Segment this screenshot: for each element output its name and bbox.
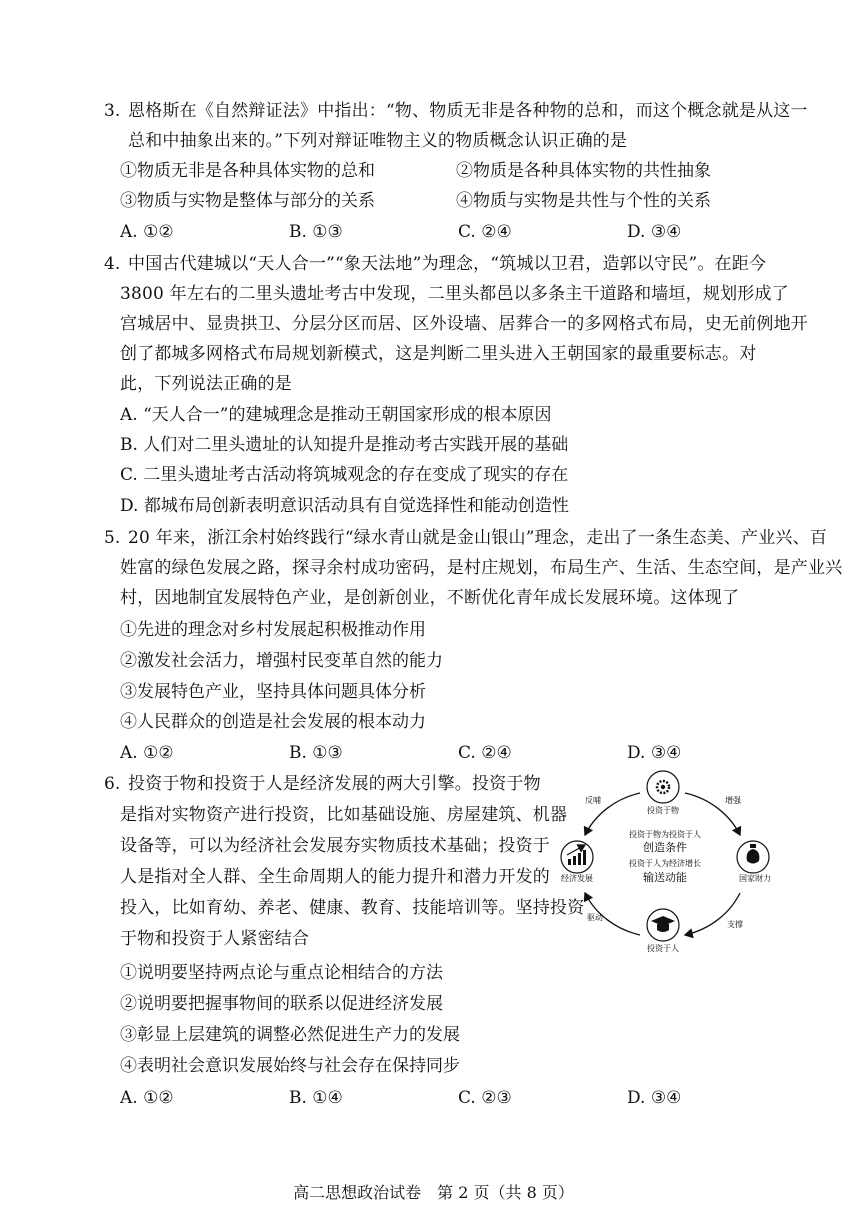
arrow-label: 反哺 — [585, 796, 601, 805]
center-text: 创造条件 — [643, 841, 687, 854]
node-national-finance — [737, 841, 771, 883]
center-text: 输送动能 — [643, 871, 687, 884]
statement: ②物质是各种具体实物的共性抽象 — [456, 161, 711, 181]
answer-option-a: A. ①② — [120, 222, 174, 242]
node-invest-in-things — [647, 771, 679, 815]
question-stem-line: 村，因地制宜发展特色产业，是创新创业，不断优化青年成长发展环境。这体现了 — [120, 588, 740, 608]
answer-option-d: D. ③④ — [627, 743, 682, 763]
answer-option-b: B. 人们对二里头遗址的认知提升是推动考古实践开展的基础 — [120, 435, 569, 455]
question-stem-line: 宫城居中、显贵拱卫、分层分区而居、区外设墙、居葬合一的多网格式布局，史无前例地开 — [120, 314, 808, 334]
question-stem-line: 中国古代建城以“天人合一”“象天法地”为理念，“筑城以卫君，造郭以守民”。在距今 — [128, 254, 767, 274]
question-stem-line: 20 年来，浙江余村始终践行“绿水青山就是金山银山”理念，走出了一条生态美、产业兴、百 — [128, 528, 828, 548]
answer-option-a: A. “天人合一”的建城理念是推动王朝国家形成的根本原因 — [120, 405, 552, 425]
statement: ③发展特色产业，坚持具体问题具体分析 — [120, 682, 426, 702]
question-stem-line: 创了都城多网格式布局规划新模式，这是判断二里头进入王朝国家的最重要标志。对 — [120, 344, 757, 364]
statement: ④表明社会意识发展始终与社会存在保持同步 — [120, 1056, 460, 1076]
answer-option-d: D. 都城布局创新表明意识活动具有自觉选择性和能动创造性 — [120, 496, 569, 516]
question-stem-line: 姓富的绿色发展之路，探寻余村成功密码，是村庄规划，布局生产、生活、生态空间，是产业兴 — [120, 558, 843, 578]
answer-option-d: D. ③④ — [627, 222, 682, 242]
answer-option-c: C. ②④ — [458, 222, 512, 242]
statement: ②激发社会活力，增强村民变革自然的能力 — [120, 651, 443, 671]
page-footer: 高二思想政治试卷 第 2 页（共 8 页） — [293, 1183, 574, 1202]
question-number: 6. — [104, 774, 121, 794]
statement: ④人民群众的创造是社会发展的根本动力 — [120, 712, 426, 732]
answer-option-c: C. 二里头遗址考古活动将筑城观念的存在变成了现实的存在 — [120, 465, 569, 485]
arrow-label: 支撑 — [727, 920, 743, 929]
answer-option-c: C. ②③ — [458, 1088, 512, 1108]
node-invest-in-people — [647, 909, 679, 953]
answer-option-b: B. ①④ — [289, 1088, 343, 1108]
question-stem-line: 3800 年左右的二里头遗址考古中发现，二里头都邑以多条主干道路和墙垣，规划形成了 — [120, 284, 789, 304]
center-text: 投资于人为经济增长 — [629, 859, 701, 868]
statement: ①先进的理念对乡村发展起积极推动作用 — [120, 620, 426, 640]
arrow-label: 增强 — [725, 796, 741, 805]
answer-option-a: A. ①② — [120, 1088, 174, 1108]
node-label: 投资于人 — [647, 944, 679, 953]
question-number: 5. — [104, 528, 121, 548]
question-stem-line: 设备等，可以为经济社会发展夯实物质技术基础；投资于 — [120, 836, 550, 856]
question-number: 4. — [104, 254, 121, 274]
statement: ③彰显上层建筑的调整必然促进生产力的发展 — [120, 1025, 460, 1045]
question-stem-line: 是指对实物资产进行投资，比如基础设施、房屋建筑、机器 — [120, 805, 568, 825]
answer-option-c: C. ②④ — [458, 743, 512, 763]
answer-option-a: A. ①② — [120, 743, 174, 763]
question-stem-line: 人是指对全人群、全生命周期人的能力提升和潜力开发的 — [120, 867, 550, 887]
center-text: 投资于物为投资于人 — [629, 830, 701, 839]
question-stem-line: 总和中抽象出来的。”下列对辩证唯物主义的物质概念认识正确的是 — [128, 131, 628, 151]
question-stem-line: 恩格斯在《自然辩证法》中指出：“物、物质无非是各种物的总和，而这个概念就是从这一 — [128, 101, 808, 121]
node-economic-development — [561, 841, 593, 883]
answer-option-b: B. ①③ — [289, 743, 343, 763]
statement: ②说明要把握事物间的联系以促进经济发展 — [120, 994, 443, 1014]
statement: ④物质与实物是共性与个性的关系 — [456, 191, 711, 211]
statement: ①物质无非是各种具体实物的总和 — [120, 161, 375, 181]
question-stem-line: 此，下列说法正确的是 — [120, 374, 292, 394]
node-label: 国家财力 — [739, 874, 771, 883]
question-stem-line: 投入，比如育幼、养老、健康、教育、技能培训等。坚持投资 — [120, 898, 585, 918]
node-label: 投资于物 — [647, 806, 679, 815]
answer-option-d: D. ③④ — [627, 1088, 682, 1108]
arrow-label: 驱动 — [587, 913, 603, 922]
question-stem-line: 于物和投资于人紧密结合 — [120, 929, 310, 949]
statement: ③物质与实物是整体与部分的关系 — [120, 191, 375, 211]
investment-cycle-diagram — [555, 765, 780, 965]
statement: ①说明要坚持两点论与重点论相结合的方法 — [120, 963, 443, 983]
answer-option-b: B. ①③ — [289, 222, 343, 242]
question-number: 3. — [104, 101, 121, 121]
question-stem-line: 投资于物和投资于人是经济发展的两大引擎。投资于物 — [128, 774, 541, 794]
node-label: 经济发展 — [561, 874, 593, 883]
